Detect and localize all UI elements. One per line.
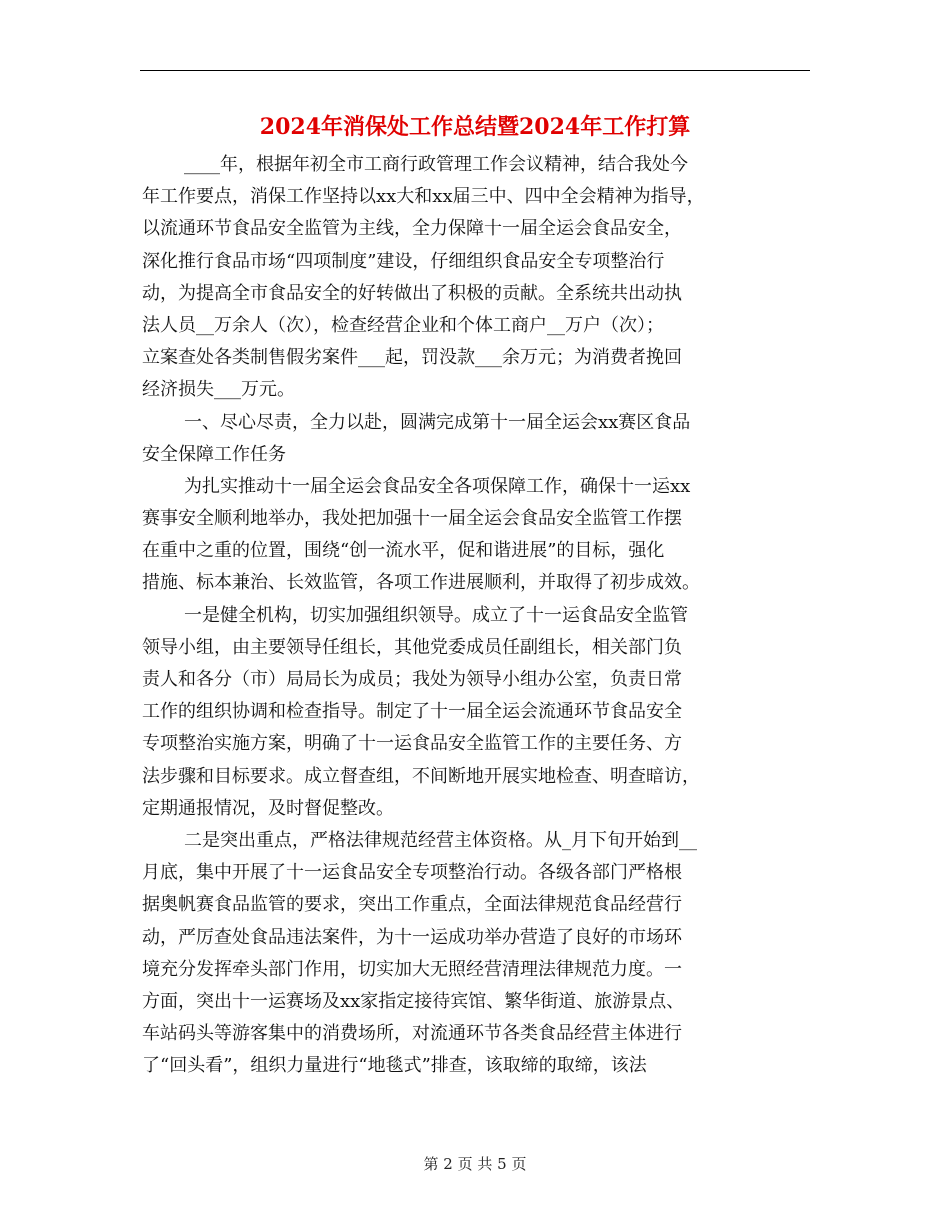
text-line: 措施、标本兼治、长效监管，各项工作进展顺利，并取得了初步成效。 — [142, 572, 700, 594]
text-line: 动，严厉查处食品违法案件，为十一运成功举办营造了良好的市场环 — [142, 926, 682, 948]
text-line: 以流通环节食品安全监管为主线，全力保障十一届全运会食品安全， — [142, 218, 682, 240]
text-line: 境充分发挥牵头部门作用，切实加大无照经营清理法律规范力度。一 — [142, 958, 682, 980]
text-line: 一是健全机构，切实加强组织领导。成立了十一运食品安全监管 — [184, 604, 688, 626]
text-line: 动，为提高全市食品安全的好转做出了积极的贡献。全系统共出动执 — [142, 282, 682, 304]
text-line: 专项整治实施方案，明确了十一运食品安全监管工作的主要任务、方 — [142, 733, 682, 755]
text-line: ____年，根据年初全市工商行政管理工作会议精神，结合我处今 — [184, 154, 688, 175]
text-line: 领导小组，由主要领导任组长，其他党委成员任副组长，相关部门负 — [142, 636, 682, 658]
text-line: 为扎实推动十一届全运会食品安全各项保障工作，确保十一运xx — [184, 475, 691, 497]
text-line: 立案查处各类制售假劣案件___起，罚没款___余万元；为消费者挽回 — [142, 347, 682, 369]
document-body — [142, 149, 822, 1082]
text-line: 据奥帆赛食品监管的要求，突出工作重点，全面法律规范食品经营行 — [142, 894, 682, 916]
text-line: 一、尽心尽责，全力以赴，圆满完成第十一届全运会xx赛区食品 — [184, 411, 691, 433]
document-title: 2024年消保处工作总结暨2024年工作打算 — [259, 114, 691, 140]
text-line: 在重中之重的位置，围绕“创一流水平，促和谐进展”的目标，强化 — [142, 540, 665, 562]
page-footer: 第 2 页 共 5 页 — [423, 1155, 527, 1173]
text-line: 了“回头看”，组织力量进行“地毯式”排查，该取缔的取缔，该法 — [142, 1055, 647, 1077]
text-line: 二是突出重点，严格法律规范经营主体资格。从_月下旬开始到__ — [184, 829, 697, 851]
text-line: 工作的组织协调和检查指导。制定了十一届全运会流通环节食品安全 — [142, 701, 682, 723]
text-line: 法步骤和目标要求。成立督查组，不间断地开展实地检查、明查暗访， — [142, 765, 700, 787]
text-line: 方面，突出十一运赛场及xx家指定接待宾馆、繁华街道、旅游景点、 — [142, 990, 685, 1012]
text-line: 定期通报情况，及时督促整改。 — [142, 797, 394, 819]
text-line: 车站码头等游客集中的消费场所，对流通环节各类食品经营主体进行 — [142, 1023, 682, 1045]
text-line: 法人员__万余人（次），检查经营企业和个体工商户__万户（次）； — [142, 314, 664, 336]
text-line: 赛事安全顺利地举办，我处把加强十一届全运会食品安全监管工作摆 — [142, 508, 682, 530]
text-line: 深化推行食品市场“四项制度”建设，仔细组织食品安全专项整治行 — [142, 250, 665, 272]
text-line: 责人和各分（市）局局长为成员；我处为领导小组办公室，负责日常 — [142, 669, 682, 690]
header-rule — [140, 70, 810, 71]
text-line: 月底，集中开展了十一运食品安全专项整治行动。各级各部门严格根 — [142, 862, 682, 884]
text-line: 经济损失___万元。 — [142, 379, 295, 401]
text-line: 年工作要点，消保工作坚持以xx大和xx届三中、四中全会精神为指导， — [142, 186, 705, 208]
text-line: 安全保障工作任务 — [142, 443, 286, 465]
